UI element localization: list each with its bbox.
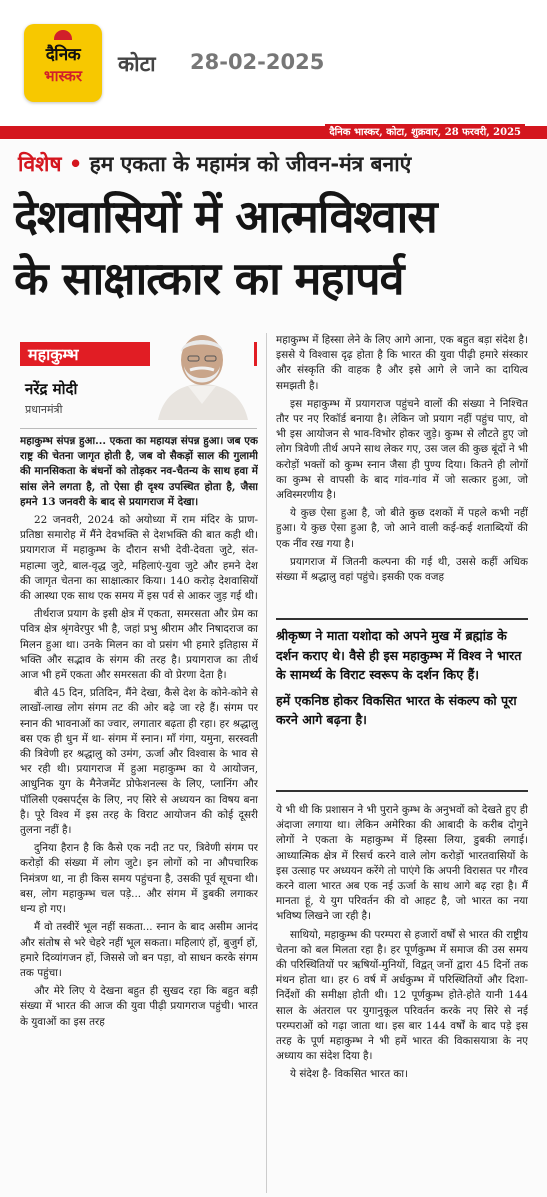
app-header <box>0 0 547 128</box>
lead-paragraph: महाकुम्भ संपन्न हुआ... एकता का महायज्ञ संपन्न हुआ। जब एक राष्ट्र की चेतना जागृत होती है, जब वो सैकड़ों साल की गुलामी की मानसिकता के बंधनों को तोड़कर नव-चैतन्य के साथ हवा में सांस लेने लगता है, तो ऐसा ही दृश्य उपस्थित होता है, जैसा हमने 13 जनवरी के बाद से प्रयागराज में देखा। <box>20 435 258 508</box>
headline-line-1: देशवासियों में आत्मविश्वास <box>14 190 437 243</box>
pull-quote <box>276 618 528 792</box>
pull-quote-text-1: श्रीकृष्ण ने माता यशोदा को अपने मुख में ब्रह्मांड के दर्शन कराए थे। वैसे ही इस महाकुम्भ में विश्व ने भारत के सामर्थ्य के विराट स्वरूप के दर्शन किए हैं। <box>276 628 522 682</box>
article-column-3 <box>276 803 528 1193</box>
paragraph: साथियो, महाकुम्भ की परम्परा से हजारों वर्षों से भारत की राष्ट्रीय चेतना को बल मिलता रहा है। हर पूर्णकुम्भ में समाज की उस समय की परिस्थितियों पर ऋषियों-मुनियों, विद्वत् जनों द्वारा 45 दिनों तक मंथन होता था। हर 6 वर्ष में अर्धकुम्भ में परिस्थितियों और दिशा-निर्देशों की समीक्षा होती थी। 12 पूर्णकुम्भ होते-होते यानी 144 साल के अंतराल पर युगानुकूल परिवर्तन करके नए सिरे से नई परम्पराओं को गढ़ा जाता था। इस बार 144 वर्षों के बाद पड़े इस तरह के पूर्ण महाकुम्भ ने भी हमें भारत की विकासयात्रा के नए अध्याय का संदेश दिया है। <box>276 928 528 1063</box>
edition-date: 28-02-2025 <box>190 50 325 74</box>
paragraph: ये संदेश है- विकसित भारत का। <box>290 1068 409 1081</box>
edition-city: कोटा <box>118 52 156 76</box>
logo-text-top: दैनिक <box>45 45 81 65</box>
portrait-illustration <box>150 326 254 420</box>
column-band-label: महाकुम्भ <box>28 345 79 364</box>
author-portrait <box>150 326 254 420</box>
logo-sun-icon <box>54 30 72 40</box>
article-column-1 <box>20 434 258 1194</box>
author-name: नरेंद्र मोदी <box>25 380 78 398</box>
logo-text-bottom: भास्कर <box>44 67 82 85</box>
paragraph <box>20 434 258 510</box>
paragraph: मैं वो तस्वीरें भूल नहीं सकता... स्नान के बाद असीम आनंद और संतोष से भरे चेहरे नहीं भूल सकता। महिलाएं हों, बुजुर्ग हों, हमारे दिव्यांगजन हों, जिससे जो बन पड़ा, वो साधन करके संगम तक पहुंचा। <box>20 921 258 979</box>
paragraph: ये कुछ ऐसा हुआ है, जो बीते कुछ दशकों में पहले कभी नहीं हुआ। ये कुछ ऐसा हुआ है, जो आने वाली कई-कई शताब्दियों की एक नींव रख गया है। <box>276 507 528 550</box>
kicker-label: विशेष <box>18 152 62 176</box>
newspaper-logo[interactable] <box>24 24 102 102</box>
paragraph: महाकुम्भ में हिस्सा लेने के लिए आगे आना, एक बहुत बड़ा संदेश है। इससे ये विश्वास दृढ़ होता है कि भारत की युवा पीढ़ी हमारे संस्कार और संस्कृति की वाहक है और इसे आगे ले जाने का दायित्व समझती है। <box>276 334 528 392</box>
column-divider <box>266 333 267 1193</box>
author-role: प्रधानमंत्री <box>25 403 63 416</box>
dateline: दैनिक भास्कर, कोटा, शुक्रवार, 28 फरवरी, 2025 <box>325 124 525 138</box>
paragraph: 22 जनवरी, 2024 को अयोध्या में राम मंदिर के प्राण-प्रतिष्ठा समारोह में मैंने देवभक्ति से देशभक्ति की बात कही थी। प्रयागराज में महाकुम्भ के दौरान सभी देवी-देवता जुटे, संत-महात्मा जुटे, बाल-वृद्ध जुटे, महिलाएं-युवा जुटे और हमने देश की जागृत चेतना का साक्षात्कार किया। 140 करोड़ देशवासियों की आस्था एक साथ एक समय में इस पर्व से आकर जुड़ गई थी। <box>20 514 258 603</box>
pull-quote-text-2: हमें एकनिष्ठ होकर विकसित भारत के संकल्प को पूरा करने आगे बढ़ना है। <box>276 692 517 727</box>
paragraph: दुनिया हैरान है कि कैसे एक नदी तट पर, त्रिवेणी संगम पर करोड़ों की संख्या में लोग जुटे। इन लोगों को ना औपचारिक निमंत्रण था, ना ही किस समय पहुंचना है, उसकी पूर्व सूचना थी। बस, लोग महाकुम्भ चल पड़े... और संगम में डुबकी लगाकर धन्य हो गए। <box>20 842 258 916</box>
paragraph: इस महाकुम्भ में प्रयागराज पहुंचने वालों की संख्या ने निश्चित तौर पर नए रिकॉर्ड बनाया है। लेकिन जो प्रयाग नहीं पहुंच पाए, वो भी इस आयोजन से भाव-विभोर होकर जुड़े। कुम्भ से लौटते हुए जो लोग त्रिवेणी तीर्थ अपने साथ लेकर गए, उस जल की कुछ बूंदों ने भी करोड़ों भक्तों को कुम्भ स्नान जैसा ही पुण्य दिया। कितने ही लोगों का कुम्भ से वापसी के बाद गांव-गांव में जो सत्कार हुआ, जो अविस्मरणीय है। <box>276 397 528 502</box>
article-kicker <box>18 150 411 178</box>
kicker-bullet: • <box>68 152 83 176</box>
paragraph: तीर्थराज प्रयाग के इसी क्षेत्र में एकता, समरसता और प्रेम का पवित्र क्षेत्र श्रृंगवेरपुर भी है, जहां प्रभु श्रीराम और निषादराज का मिलन हुआ था। उनके मिलन का वो प्रसंग भी हमारे इतिहास में भक्ति और सद्भाव के संगम की तरह है। प्रयागराज का तीर्थ आज भी हमें एकता और समरसता की वो प्रेरणा देता है। <box>20 608 258 682</box>
paragraph: ये भी थी कि प्रशासन ने भी पुराने कुम्भ के अनुभवों को देखते हुए ही अंदाजा लगाया था। लेकिन अमेरिका की आबादी के करीब दोगुने लोगों ने एकता के महाकुम्भ में हिस्सा लिया, डुबकी लगाई। आध्यात्मिक क्षेत्र में रिसर्च करने वाले लोग करोड़ों भारतवासियों के इस उत्साह पर अध्ययन करेंगे तो पाएंगे कि अपनी विरासत पर गौरव करने वाला भारत अब एक नई ऊर्जा के साथ आगे बढ़ रहा है। मैं मानता हूं, ये युग परिवर्तन की वो आहट है, जो भारत का नया भविष्य लिखने जा रही है। <box>276 804 528 923</box>
paragraph: बीते 45 दिन, प्रतिदिन, मैंने देखा, कैसे देश के कोने-कोने से लाखों-लाख लोग संगम तट की ओर बढ़े जा रहे हैं। संगम पर स्नान की भावनाओं का ज्वार, लगातार बढ़ता ही रहा। हर श्रद्धालु बस एक ही धुन में था- संगम में स्नान। माँ गंगा, यमुना, सरस्वती की त्रिवेणी हर श्रद्धालु को उमंग, ऊर्जा और विश्वास के भाव से भर रही थी। प्रयागराज में हुआ महाकुम्भ का ये आयोजन, आधुनिक युग के मैनेजमेंट प्रोफेशनल्स के लिए, प्लानिंग और पॉलिसी एक्सपर्ट्स के लिए, नए सिरे से अध्ययन का विषय बना है। पूरे विश्व में इस तरह के विराट आयोजन की कोई दूसरी तुलना नहीं है। <box>20 687 258 837</box>
article-column-2 <box>276 333 528 603</box>
article-headline <box>14 186 539 310</box>
kicker-text: हम एकता के महामंत्र को जीवन-मंत्र बनाएं <box>89 152 412 176</box>
paragraph: और मेरे लिए ये देखना बहुत ही सुखद रहा कि बहुत बड़ी संख्या में भारत की आज की युवा पीढ़ी प्रयागराज पहुंची। भारत के युवाओं का इस तरह <box>20 985 258 1028</box>
paragraph: प्रयागराज में जितनी कल्पना की गई थी, उससे कहीं अधिक संख्या में श्रद्धालु वहां पहुंचे। इसकी एक वजह <box>276 555 528 584</box>
byline-divider <box>20 428 257 429</box>
headline-line-2: के साक्षात्कार का महापर्व <box>14 252 404 305</box>
